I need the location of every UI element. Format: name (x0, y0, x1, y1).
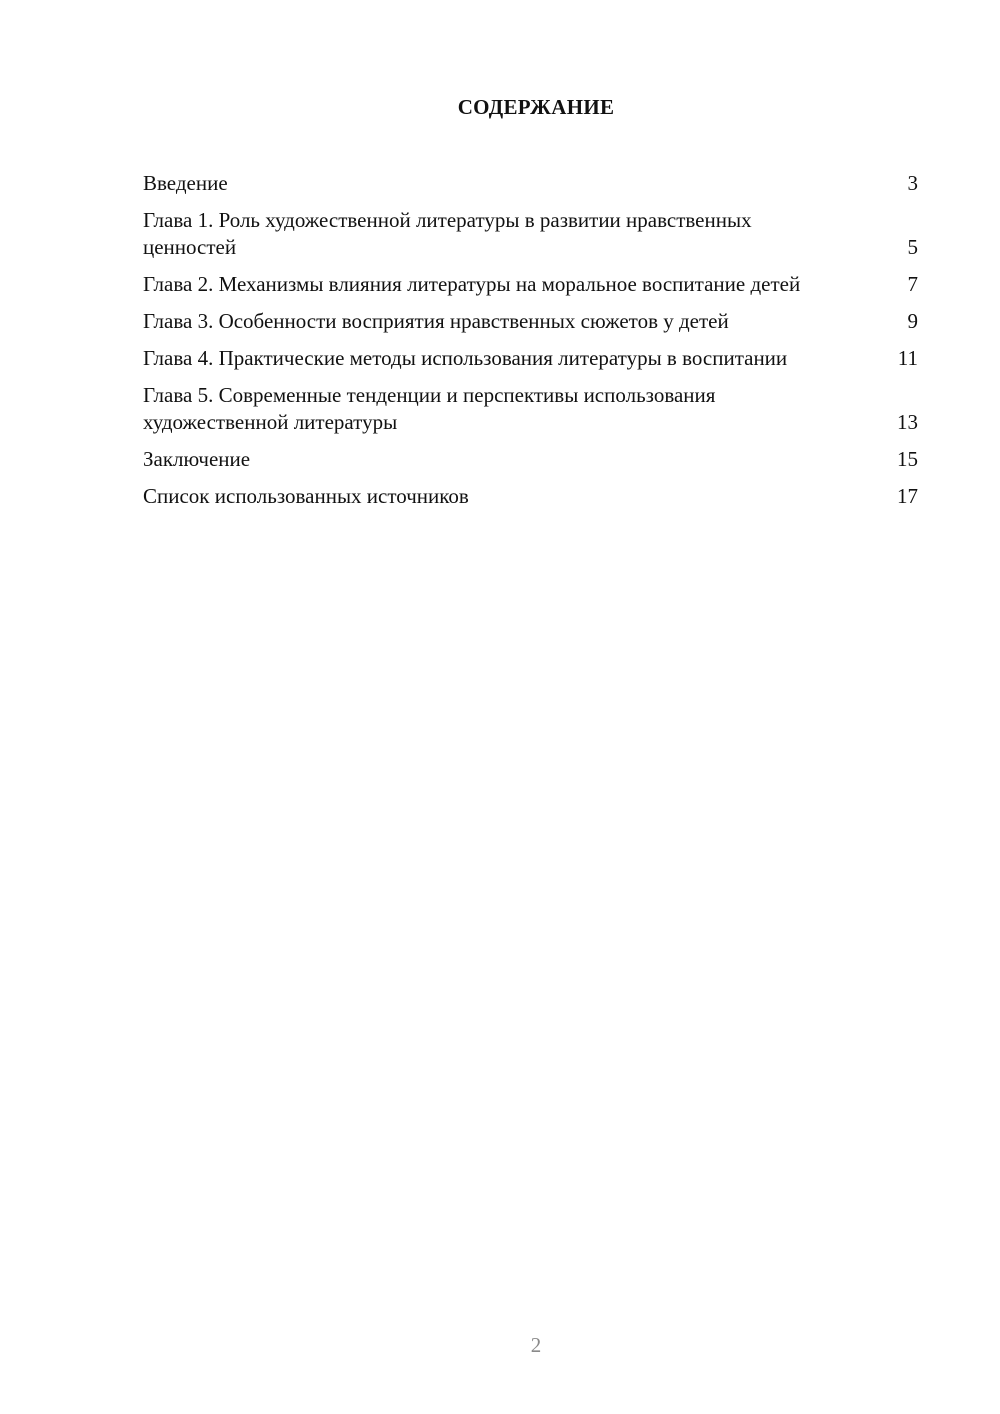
toc-entry-chapter-3 (143, 308, 918, 335)
toc-entry-chapter-2 (143, 271, 918, 298)
toc-entry-text: Глава 1. Роль художественной литературы в развитии нравственных ценностей (143, 208, 752, 259)
toc-entry-page: 11 (897, 346, 918, 370)
toc-entry-chapter-5 (143, 382, 918, 436)
toc-entry-text: Глава 3. Особенности восприятия нравственных сюжетов у детей (143, 309, 729, 333)
toc-entry-references (143, 483, 918, 510)
toc-entry-page: 13 (897, 410, 918, 434)
toc-entry-text: Глава 4. Практические методы использования литературы в воспитании (143, 346, 788, 370)
toc-entry-page: 5 (907, 235, 918, 259)
table-of-contents (143, 170, 918, 520)
toc-entry-page: 3 (907, 171, 918, 195)
toc-entry-page: 17 (897, 484, 918, 508)
toc-entry-text: Заключение (143, 447, 251, 471)
toc-entry-page: 7 (907, 272, 918, 296)
page-number: 2 (530, 1333, 542, 1357)
toc-entry-page: 9 (907, 309, 918, 333)
toc-entry-page: 15 (897, 447, 918, 471)
toc-entry-text: Глава 2. Механизмы влияния литературы на моральное воспитание детей (143, 272, 801, 296)
toc-entry-text: Глава 5. Современные тенденции и перспективы использования художественной литературы (143, 383, 716, 434)
toc-entry-chapter-4 (143, 345, 918, 372)
toc-entry-chapter-1 (143, 207, 918, 261)
toc-entry-introduction (143, 170, 918, 197)
toc-title: СОДЕРЖАНИЕ (457, 95, 615, 119)
toc-entry-conclusion (143, 446, 918, 473)
toc-entry-text: Список использованных источников (143, 484, 469, 508)
toc-entry-text: Введение (143, 171, 228, 195)
